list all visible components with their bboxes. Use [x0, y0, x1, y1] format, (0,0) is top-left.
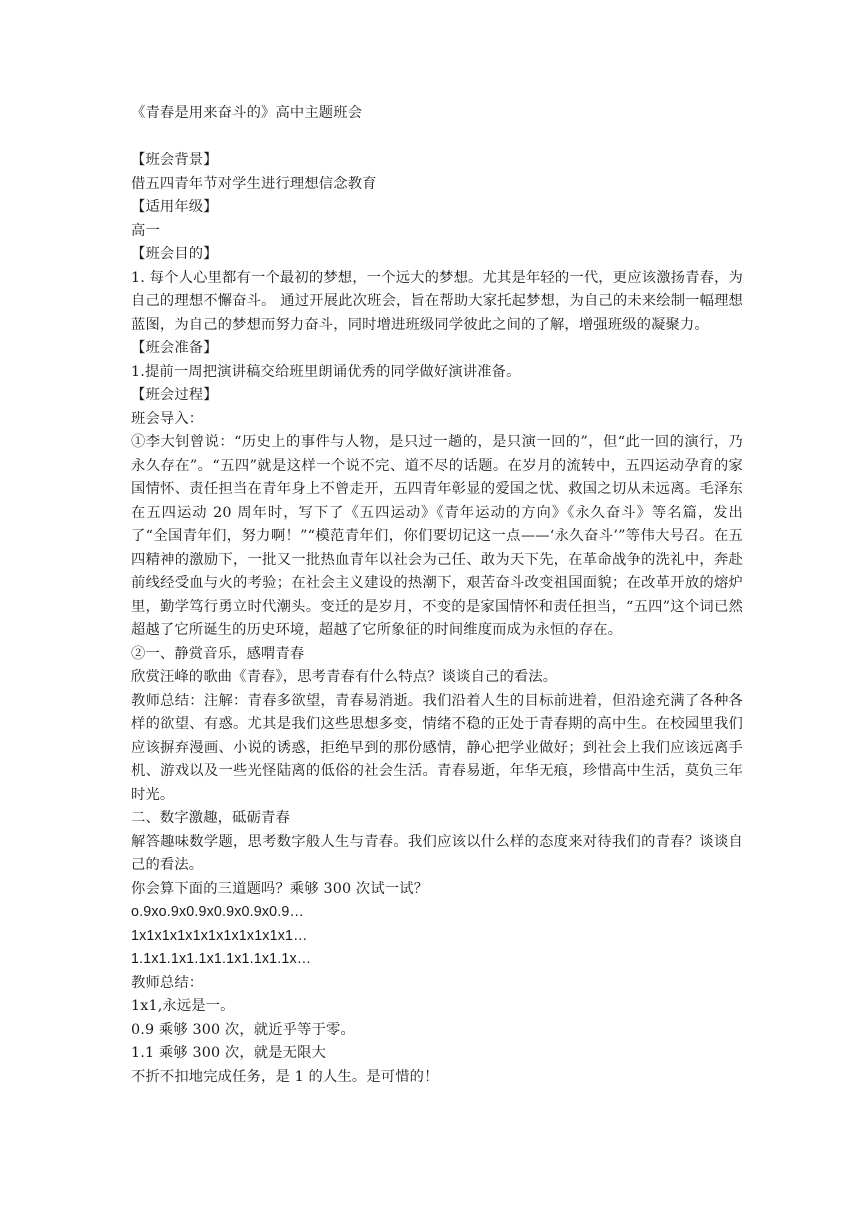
formula-line-1: o.9xo.9x0.9x0.9x0.9x0.9… [131, 904, 304, 920]
preparation-heading: 【班会准备】 [131, 340, 218, 356]
part1-summary: 教师总结：注解：青春多欲望，青春易消逝。我们沿着人生的目标前进着，但沿途充满了各种各样的欲望、有惑。尤其是我们这些思想多变，情绪不稳的正处于青春期的高中生。在校园里我们应该摒弃漫画、小说的诱惑，拒绝早到的那份感情，静心把学业做好；到社会上我们应该远离手机、游戏以及一些光怪陆离的低俗的社会生活。青春易逝，年华无痕，珍惜高中生活，莫负三年时光。 [131, 692, 743, 803]
summary-line-2: 0.9 乘够 300 次，就近乎等于零。 [131, 1021, 355, 1038]
goal-heading: 【班会目的】 [131, 246, 218, 262]
blank-line [131, 126, 743, 150]
summary-line-4: 不折不扣地完成任务，是 1 的人生。是可惜的！ [131, 1068, 439, 1085]
grade-text: 高一 [131, 222, 160, 239]
part2-title: 二、数字激趣，砥砺青春 [131, 810, 290, 826]
summary-label: 教师总结： [131, 974, 204, 991]
background-text: 借五四青年节对学生进行理想信念教育 [131, 175, 377, 192]
part2-text: 解答趣味数学题，思考数字般人生与青春。我们应该以什么样的态度来对待我们的青春？谈谈自己的看法。 [131, 833, 743, 873]
part2-question: 你会算下面的三道题吗？乘够 300 次试一试？ [131, 880, 429, 897]
document-body [131, 102, 743, 1089]
document-title: 《青春是用来奋斗的》高中主题班会 [131, 105, 363, 121]
formula-line-2: 1x1x1x1x1x1x1x1x1x1x1… [131, 927, 308, 944]
formula-line-3: 1.1x1.1x1.1x1.1x1.1x1.1x… [131, 951, 312, 967]
goal-text: 1. 每个人心里都有一个最初的梦想，一个远大的梦想。尤其是年轻的一代，更应该激扬青春，为自己的理想不懈奋斗。 通过开展此次班会，旨在帮助大家托起梦想，为自己的未来绘制一幅理想蓝图，为自己的梦想而努力奋斗，同时增进班级同学彼此之间的了解，增强班级的凝聚力。 [131, 269, 743, 333]
grade-heading: 【适用年级】 [131, 199, 218, 215]
summary-line-1: 1x1,永远是一。 [131, 998, 235, 1014]
part1-title: ②一、静赏音乐，感喟青春 [131, 645, 305, 662]
background-heading: 【班会背景】 [131, 152, 218, 168]
preparation-text: 1.提前一周把演讲稿交给班里朗诵优秀的同学做好演讲准备。 [131, 363, 521, 380]
process-heading: 【班会过程】 [131, 387, 218, 403]
summary-line-3: 1.1 乘够 300 次，就是无限大 [131, 1045, 327, 1061]
intro-label: 班会导入： [131, 410, 204, 427]
part1-text: 欣赏汪峰的歌曲《青春》，思考青春有什么特点？谈谈自己的看法。 [131, 669, 558, 685]
intro-paragraph: ①李大钊曾说：“历史上的事件与人物，是只过一趟的，是只演一回的”，但“此一回的演行，乃永久存在”。“五四”就是这样一个说不完、道不尽的话题。在岁月的流转中，五四运动孕育的家国情怀、责任担当在青年身上不曾走开，五四青年彰显的爱国之忧、救国之切从未远离。毛泽东在五四运动 20 周年时，写下了《五四运动》《青年运动的方向》《永久奋斗》等名篇，发出了“全国青年们，努力啊！”“模范青年们，你们要切记这一点——‘永久奋斗’”等伟大号召。在五四精神的激励下，一批又一批热血青年以社会为己任、敢为天下先，在革命战争的洗礼中，奔赴前线经受血与火的考验；在社会主义建设的热潮下，艰苦奋斗改变祖国面貌；在改革开放的熔炉里，勤学笃行勇立时代潮头。变迁的是岁月，不变的是家国情怀和责任担当，“五四”这个词已然超越了它所诞生的历史环境，超越了它所象征的时间维度而成为永恒的存在。 [131, 434, 743, 638]
